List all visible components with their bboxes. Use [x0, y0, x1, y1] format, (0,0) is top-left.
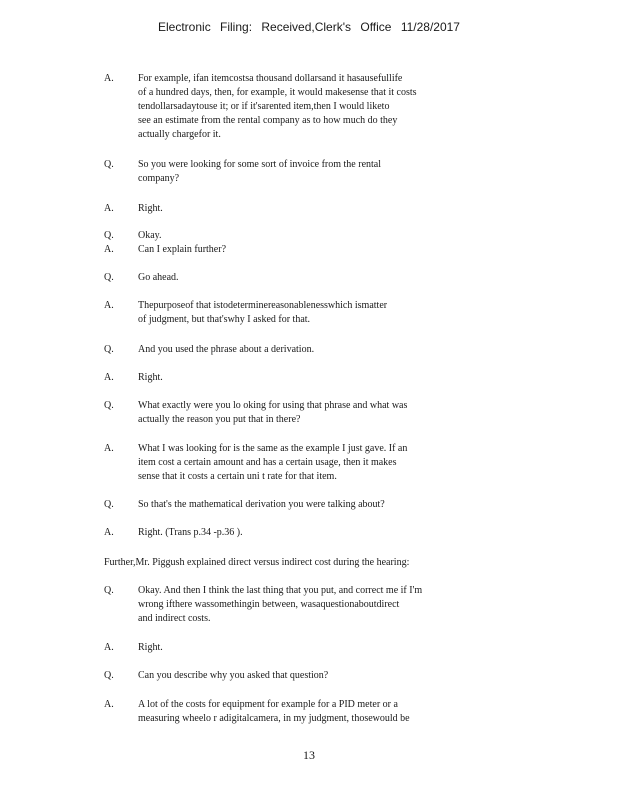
entry-text — [138, 243, 498, 257]
entry-text — [138, 202, 498, 216]
text-line: Thepurposeof that istodeterminereasonablenesswhich ismatter — [138, 300, 388, 311]
text-line: wrong ifthere wassomethingin between, wasaquestionaboutdirect — [138, 599, 400, 610]
entry-text — [138, 698, 498, 726]
entry-text — [138, 399, 498, 427]
text-line: Right. — [138, 203, 163, 214]
text-line: actually the reason you put that in there? — [138, 414, 301, 425]
narrative-paragraph: Further,Mr. Piggush explained direct versus indirect cost during the hearing: — [104, 557, 410, 568]
text-line: actually chargefor it. — [138, 129, 221, 140]
text-line: What I was looking for is the same as the example I just gave. If an — [138, 443, 408, 454]
entry-text — [138, 229, 498, 243]
speaker-label: Q. — [104, 499, 114, 510]
entry-text — [138, 271, 498, 285]
text-line: Okay. And then I think the last thing that you put, and correct me if I'm — [138, 585, 423, 596]
speaker-label: Q. — [104, 272, 114, 283]
text-line: see an estimate from the rental company as to how much do they — [138, 115, 398, 126]
speaker-label: A. — [104, 443, 114, 454]
speaker-label: A. — [104, 203, 114, 214]
speaker-label: Q. — [104, 159, 114, 170]
speaker-label: A. — [104, 244, 114, 255]
speaker-label: A. — [104, 300, 114, 311]
text-line: of a hundred days, then, for example, it would makesense that it costs — [138, 87, 417, 98]
text-line: tendollarsadaytouse it; or if it'sarented item,then I would liketo — [138, 101, 390, 112]
speaker-label: A. — [104, 527, 114, 538]
entry-text — [138, 641, 498, 655]
speaker-label: A. — [104, 699, 114, 710]
text-line: So that's the mathematical derivation you were talking about? — [138, 499, 385, 510]
text-line: So you were looking for some sort of invoice from the rental — [138, 159, 381, 170]
text-line: item cost a certain amount and has a certain usage, then it makes — [138, 457, 397, 468]
entry-text — [138, 371, 498, 385]
speaker-label: A. — [104, 642, 114, 653]
entry-text — [138, 158, 498, 186]
speaker-label: Q. — [104, 670, 114, 681]
page-number: 13 — [303, 748, 315, 762]
speaker-label: Q. — [104, 585, 114, 596]
text-line: of judgment, but that'swhy I asked for that. — [138, 314, 311, 325]
entry-text — [138, 72, 498, 142]
entry-text — [138, 584, 498, 626]
entry-text — [138, 343, 498, 357]
speaker-label: Q. — [104, 400, 114, 411]
text-line: What exactly were you lo oking for using that phrase and what was — [138, 400, 408, 411]
text-line: Right. — [138, 642, 163, 653]
text-line: Can I explain further? — [138, 244, 227, 255]
text-line: And you used the phrase about a derivation. — [138, 344, 315, 355]
speaker-label: Q. — [104, 230, 114, 241]
text-line: A lot of the costs for equipment for example for a PID meter or a — [138, 699, 398, 710]
speaker-label: A. — [104, 73, 114, 84]
speaker-label: Q. — [104, 344, 114, 355]
text-line: Go ahead. — [138, 272, 179, 283]
text-line: measuring wheelo r adigitalcamera, in my judgment, thosewould be — [138, 713, 410, 724]
text-line: sense that it costs a certain uni t rate for that item. — [138, 471, 337, 482]
text-line: Can you describe why you asked that question? — [138, 670, 329, 681]
entry-text — [138, 299, 498, 327]
speaker-label: A. — [104, 372, 114, 383]
text-line: Right. — [138, 372, 163, 383]
text-line: Right. (Trans p.34 -p.36 ). — [138, 527, 243, 538]
entry-text — [138, 442, 498, 484]
entry-text — [138, 498, 498, 512]
entry-text — [138, 669, 498, 683]
text-line: For example, ifan itemcostsa thousand dollarsand it hasausefullife — [138, 73, 403, 84]
text-line: Okay. — [138, 230, 162, 241]
text-line: company? — [138, 173, 180, 184]
entry-text — [138, 526, 498, 540]
text-line: and indirect costs. — [138, 613, 211, 624]
page-header: Electronic Filing: Received,Clerk's Office 11/28/2017 — [158, 20, 460, 34]
